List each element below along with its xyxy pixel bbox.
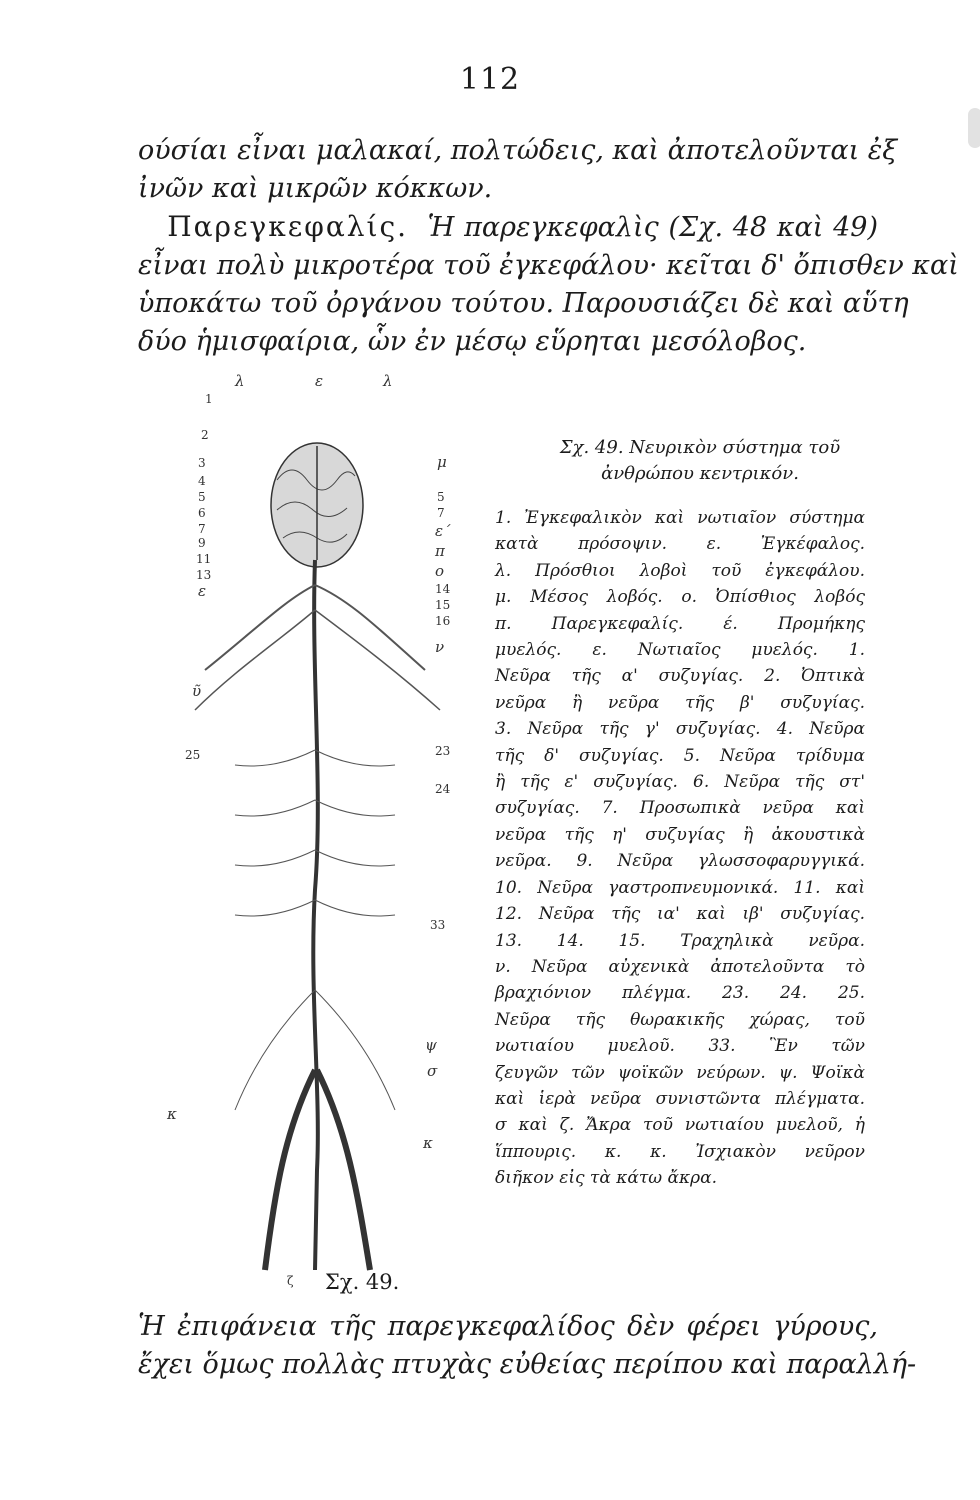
- nerve-branch: [315, 900, 395, 916]
- section-heading: Παρεγκεφαλίς.: [167, 210, 409, 243]
- figure-label-left: 6: [198, 506, 206, 520]
- figure-label-right: 23: [435, 744, 451, 758]
- legend-line: νεῦρα ἢ νεῦρα τῆς β' συζυγίας.: [495, 692, 865, 713]
- nerve-branch: [315, 610, 440, 710]
- figure-label-left: κ: [167, 1105, 177, 1123]
- nerve-branch: [315, 800, 395, 816]
- page-edge-mark: [968, 108, 980, 148]
- legend-line: 1. Ἐγκεφαλικὸν καὶ νωτιαῖον σύστημα: [495, 508, 865, 528]
- figure-label-left: 9: [198, 536, 206, 550]
- legend-line: ζευγῶν τῶν ψοϊκῶν νεύρων. ψ. Ψοϊκὰ: [495, 1062, 865, 1083]
- legend-line: Νεῦρα τῆς α' συζυγίας. 2. Ὀπτικὰ: [495, 666, 865, 687]
- legend-line: π. Παρεγκεφαλίς. έ. Προμήκης: [495, 613, 865, 634]
- nerve-branch: [315, 750, 395, 766]
- figure-caption-title: [530, 435, 870, 487]
- figure-label-top: λ: [235, 372, 245, 390]
- legend-line: 3. Νεῦρα τῆς γ' συζυγίας. 4. Νεῦρα: [495, 719, 865, 740]
- nerve-branch: [235, 800, 315, 816]
- nerve-branch: [315, 850, 395, 866]
- nervous-system-figure: [165, 370, 475, 1300]
- nerve-branch: [235, 750, 315, 766]
- figure-label-left: 4: [198, 474, 206, 488]
- figure-label-left: ῦ: [192, 682, 202, 700]
- paragraph-top: [138, 132, 959, 361]
- legend-line: συζυγίας. 7. Προσωπικὰ νεῦρα καὶ: [495, 798, 865, 819]
- figure-label-right: 33: [430, 918, 446, 932]
- figure-label-left: 7: [198, 522, 206, 536]
- legend-line: βραχιόνιον πλέγμα. 23. 24. 25.: [495, 983, 865, 1004]
- legend-line: νεῦρα. 9. Νεῦρα γλωσσοφαρυγγικά.: [495, 851, 865, 872]
- nervous-system-illustration: [165, 370, 475, 1300]
- legend-line: 10. Νεῦρα γαστροπνευμονικά. 11. καὶ: [495, 877, 865, 898]
- figure-label-right: ε΄: [435, 522, 451, 540]
- figure-label-top: ε: [315, 372, 324, 390]
- legend-line: σ καὶ ζ. Ἄκρα τοῦ νωτιαίου μυελοῦ, ἡ: [495, 1115, 865, 1136]
- caption-title-line: ἀνθρώπου κεντρικόν.: [601, 463, 799, 484]
- legend-line: νωτιαίου μυελοῦ. 33. Ἓν τῶν: [495, 1036, 865, 1057]
- legend-line: νεῦρα τῆς η' συζυγίας ἢ ἀκουστικὰ: [495, 824, 865, 845]
- text-line: δύο ἡμισφαίρια, ὧν ἐν μέσῳ εὕρηται μεσόλοβος.: [138, 326, 807, 357]
- figure-label-right: 5: [437, 490, 445, 504]
- legend-line: διῆκον εἰς τὰ κάτω ἄκρα.: [495, 1168, 718, 1189]
- figure-label-left: 1: [205, 392, 213, 406]
- figure-label-left: 2: [201, 428, 209, 442]
- nerve-branch: [235, 900, 315, 916]
- nerve-branch: [195, 610, 315, 710]
- figure-label-right: ν: [435, 638, 445, 656]
- text-line: Ἡ ἐπιφάνεια τῆς παρεγκεφαλίδος δὲν φέρει γύρους,: [138, 1311, 878, 1342]
- caption-title-line: Σχ. 49. Νευρικὸν σύστημα τοῦ: [559, 437, 841, 458]
- legend-line: λ. Πρόσθιοι λοβοὶ τοῦ ἐγκεφάλου.: [495, 560, 865, 581]
- paragraph-bottom: [138, 1308, 917, 1384]
- text-line: ούσίαι εἶναι μαλακαί, πολτώδεις, καὶ ἀποτελοῦνται ἐξ: [138, 135, 898, 166]
- figure-label-right: 14: [435, 582, 451, 596]
- text-line: ἔχει ὅμως πολλὰς πτυχὰς εὐθείας περίπου καὶ παραλλή-: [138, 1349, 917, 1380]
- nerve-branch: [205, 585, 315, 670]
- sciatic-nerve: [317, 1070, 370, 1270]
- nerve-branch: [235, 850, 315, 866]
- legend-line: 13. 14. 15. Τραχηλικὰ νεῦρα.: [495, 930, 865, 951]
- figure-label-right: κ: [423, 1134, 433, 1152]
- text-line-heading: [138, 208, 878, 247]
- figure-label-right: 7: [437, 506, 445, 520]
- text-line: ὑποκάτω τοῦ ὀργάνου τούτου. Παρουσιάζει δὲ καὶ αὕτη: [138, 288, 909, 319]
- text-line: εἶναι πολὺ μικροτέρα τοῦ ἐγκεφάλου· κεῖται δ' ὄπισθεν καὶ: [138, 250, 959, 281]
- figure-label-bottom: ζ: [287, 1274, 294, 1288]
- figure-label-left: 25: [185, 748, 201, 762]
- figure-label-right: 24: [435, 782, 451, 796]
- figure-label-left: ε: [198, 582, 207, 600]
- figure-legend: [495, 505, 865, 1192]
- figure-label-right: μ: [437, 453, 447, 471]
- legend-line: μ. Μέσος λοβός. ο. Ὀπίσθιος λοβός: [495, 587, 865, 608]
- figure-label-right: ο: [435, 562, 445, 580]
- text-line: ἰνῶν καὶ μικρῶν κόκκων.: [138, 173, 493, 204]
- legend-line: Νεῦρα τῆς θωρακικῆς χώρας, τοῦ: [495, 1009, 865, 1030]
- figure-label-left: 3: [198, 456, 206, 470]
- figure-label-right: ψ: [425, 1036, 437, 1054]
- figure-label-right: 15: [435, 598, 451, 612]
- figure-label-top: λ: [383, 372, 393, 390]
- figure-label-left: 13: [196, 568, 212, 582]
- sciatic-nerve: [265, 1070, 315, 1270]
- spinal-cord: [313, 560, 318, 1270]
- legend-line: καὶ ἱερὰ νεῦρα συνιστῶντα πλέγματα.: [495, 1088, 865, 1109]
- page-number: 112: [459, 62, 521, 97]
- nerve-branch: [315, 585, 425, 670]
- figure-number: Σχ. 49.: [325, 1270, 400, 1294]
- figure-label-left: 11: [196, 552, 212, 566]
- heading-rest: Ἡ παρεγκεφαλὶς (Σχ. 48 καὶ 49): [427, 212, 879, 243]
- legend-line: ἵππουρις. κ. κ. Ἰσχιακὸν νεῦρον: [495, 1141, 865, 1162]
- legend-line: ν. Νεῦρα αὐχενικὰ ἀποτελοῦντα τὸ: [495, 956, 865, 977]
- figure-label-right: π: [435, 542, 445, 560]
- legend-line: 12. Νεῦρα τῆς ια' καὶ ιβ' συζυγίας.: [495, 904, 865, 925]
- legend-line: κατὰ πρόσοψιν. ε. Ἐγκέφαλος.: [495, 534, 865, 555]
- figure-label-left: 5: [198, 490, 206, 504]
- legend-line: ἢ τῆς ε' συζυγίας. 6. Νεῦρα τῆς στ': [495, 772, 865, 793]
- figure-label-right: σ: [427, 1062, 438, 1080]
- legend-line: μυελός. ε. Νωτιαῖος μυελός. 1.: [495, 640, 865, 661]
- legend-line: τῆς δ' συζυγίας. 5. Νεῦρα τρίδυμα: [495, 745, 865, 766]
- figure-label-right: 16: [435, 614, 451, 628]
